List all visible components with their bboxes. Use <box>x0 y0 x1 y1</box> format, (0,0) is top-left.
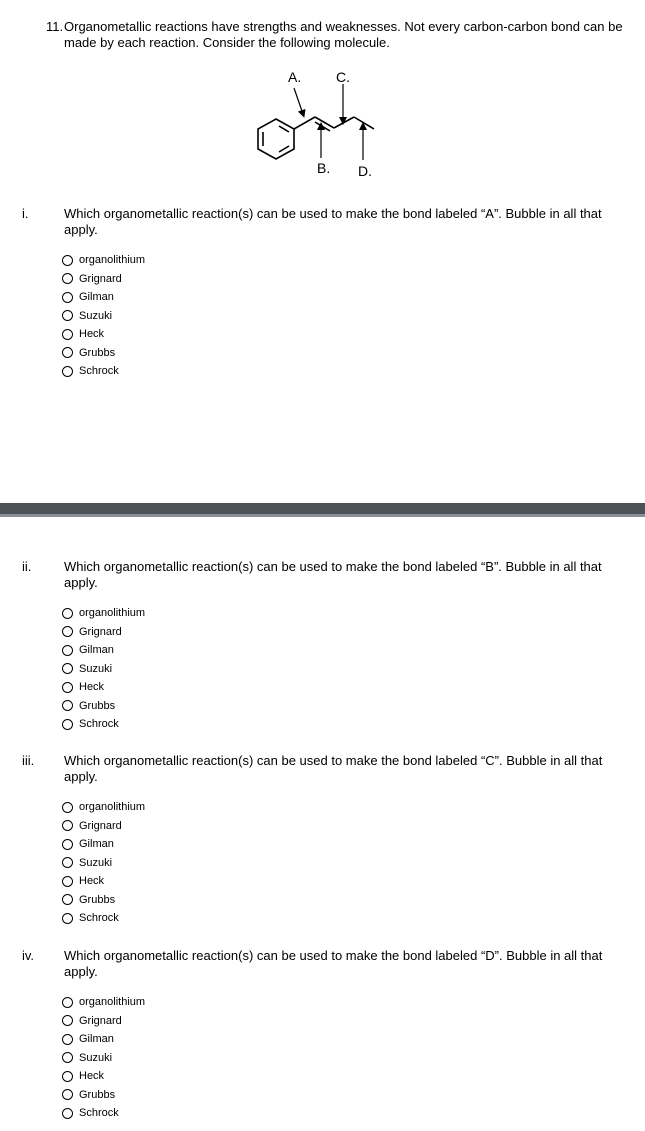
option-grubbs[interactable]: Grubbs <box>62 344 262 363</box>
option-heck[interactable]: Heck <box>62 325 262 344</box>
radio-bubble[interactable] <box>62 366 73 377</box>
option-schrock[interactable]: Schrock <box>62 715 262 734</box>
intro-text: Organometallic reactions have strengths and weaknesses. Not every carbon-carbon bond can be made by each reaction. Consider the following molecule. <box>64 19 623 50</box>
radio-bubble[interactable] <box>62 1034 73 1045</box>
carbon-chain <box>294 117 374 131</box>
question-number: 11. <box>46 19 64 34</box>
option-suzuki[interactable]: Suzuki <box>62 660 262 679</box>
option-schrock[interactable]: Schrock <box>62 362 262 381</box>
label-a: A. <box>288 69 302 85</box>
option-grignard[interactable]: Grignard <box>62 817 262 836</box>
part-iv-options <box>62 993 262 1123</box>
bond-b <box>315 117 334 128</box>
radio-bubble[interactable] <box>62 273 73 284</box>
option-suzuki[interactable]: Suzuki <box>62 1049 262 1068</box>
label-d: D. <box>358 163 372 179</box>
option-heck[interactable]: Heck <box>62 1067 262 1086</box>
radio-bubble[interactable] <box>62 1071 73 1082</box>
page-divider <box>0 503 645 517</box>
radio-bubble[interactable] <box>62 682 73 693</box>
option-gilman[interactable]: Gilman <box>62 1030 262 1049</box>
bond-d <box>354 117 374 129</box>
option-schrock[interactable]: Schrock <box>62 909 262 928</box>
radio-bubble[interactable] <box>62 1108 73 1119</box>
option-schrock[interactable]: Schrock <box>62 1104 262 1123</box>
part-i-number: i. <box>22 206 29 221</box>
option-grubbs[interactable]: Grubbs <box>62 1086 262 1105</box>
part-iii-options <box>62 798 262 928</box>
radio-bubble[interactable] <box>62 1052 73 1063</box>
option-organolithium[interactable]: organolithium <box>62 993 262 1012</box>
radio-bubble[interactable] <box>62 700 73 711</box>
option-gilman[interactable]: Gilman <box>62 288 262 307</box>
radio-bubble[interactable] <box>62 894 73 905</box>
part-i-options <box>62 251 262 381</box>
radio-bubble[interactable] <box>62 913 73 924</box>
option-gilman[interactable]: Gilman <box>62 641 262 660</box>
radio-bubble[interactable] <box>62 857 73 868</box>
bond-c <box>334 117 354 128</box>
option-grignard[interactable]: Grignard <box>62 623 262 642</box>
part-ii-options <box>62 604 262 734</box>
radio-bubble[interactable] <box>62 626 73 637</box>
option-organolithium[interactable]: organolithium <box>62 798 262 817</box>
radio-bubble[interactable] <box>62 820 73 831</box>
part-iii-prompt: Which organometallic reaction(s) can be used to make the bond labeled “C”. Bubble in all that apply. <box>64 753 603 784</box>
option-suzuki[interactable]: Suzuki <box>62 854 262 873</box>
option-suzuki[interactable]: Suzuki <box>62 307 262 326</box>
option-grignard[interactable]: Grignard <box>62 270 262 289</box>
radio-bubble[interactable] <box>62 292 73 303</box>
molecule-diagram <box>240 62 400 182</box>
radio-bubble[interactable] <box>62 608 73 619</box>
radio-bubble[interactable] <box>62 1015 73 1026</box>
option-heck[interactable]: Heck <box>62 678 262 697</box>
option-heck[interactable]: Heck <box>62 872 262 891</box>
radio-bubble[interactable] <box>62 1089 73 1100</box>
part-ii-prompt: Which organometallic reaction(s) can be used to make the bond labeled “B”. Bubble in all that apply. <box>64 559 602 590</box>
part-i-prompt: Which organometallic reaction(s) can be used to make the bond labeled “A”. Bubble in all that apply. <box>64 206 602 237</box>
option-organolithium[interactable]: organolithium <box>62 604 262 623</box>
option-organolithium[interactable]: organolithium <box>62 251 262 270</box>
radio-bubble[interactable] <box>62 997 73 1008</box>
radio-bubble[interactable] <box>62 839 73 850</box>
radio-bubble[interactable] <box>62 329 73 340</box>
radio-bubble[interactable] <box>62 310 73 321</box>
bond-arrows <box>294 84 363 160</box>
radio-bubble[interactable] <box>62 876 73 887</box>
label-b: B. <box>317 160 331 176</box>
arrow-a <box>294 88 303 114</box>
option-gilman[interactable]: Gilman <box>62 835 262 854</box>
label-c: C. <box>336 69 350 85</box>
radio-bubble[interactable] <box>62 347 73 358</box>
option-grubbs[interactable]: Grubbs <box>62 891 262 910</box>
bond-a <box>294 117 315 129</box>
radio-bubble[interactable] <box>62 645 73 656</box>
radio-bubble[interactable] <box>62 802 73 813</box>
part-ii-number: ii. <box>22 559 32 574</box>
radio-bubble[interactable] <box>62 255 73 266</box>
radio-bubble[interactable] <box>62 663 73 674</box>
radio-bubble[interactable] <box>62 719 73 730</box>
benzene-ring <box>258 119 294 159</box>
part-iv-number: iv. <box>22 948 35 963</box>
bond-b-double <box>315 122 330 131</box>
part-iii-number: iii. <box>22 753 35 768</box>
part-iv-prompt: Which organometallic reaction(s) can be used to make the bond labeled “D”. Bubble in all that apply. <box>64 948 603 979</box>
option-grubbs[interactable]: Grubbs <box>62 697 262 716</box>
option-grignard[interactable]: Grignard <box>62 1012 262 1031</box>
